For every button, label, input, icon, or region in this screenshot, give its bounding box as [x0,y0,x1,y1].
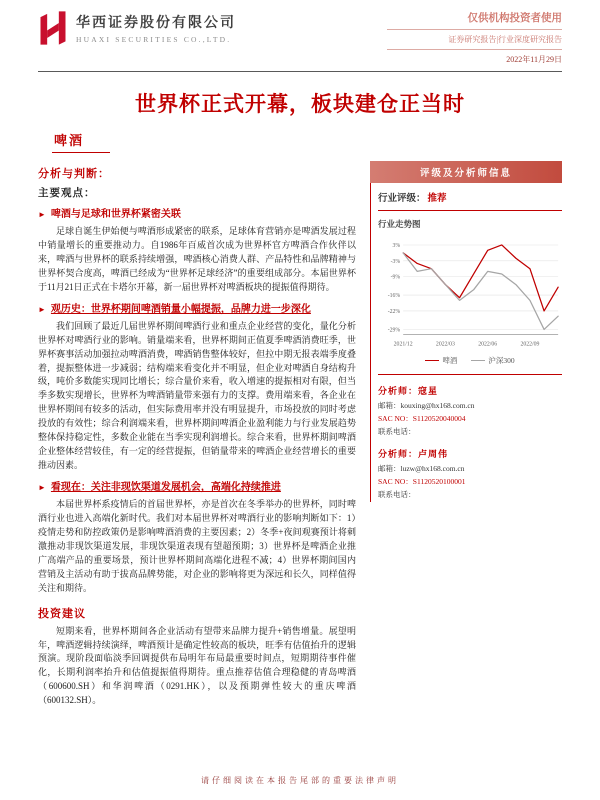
company-name-en: HUAXI SECURITIES CO.,LTD. [76,35,232,44]
company-name-cn: 华西证券股份有限公司 [76,16,236,31]
analyst-block-2 [378,447,562,501]
legend-beer-label: 啤酒 [442,356,458,365]
rating-label: 行业评级： [378,194,426,204]
bullet-heading: 观历史：世界杯期间啤酒销量小幅提振，品牌力进一步深化 [50,303,311,315]
analyst-name: 寇星 [418,386,439,396]
investment-label: 投资建议 [38,607,86,620]
analyst-sac: SAC NO：S1120520100001 [378,477,466,486]
report-footer [0,775,600,786]
bullet-heading: 啤酒与足球和世界杯紧密关联 [50,209,181,220]
analyst-phone: 联系电话： [378,426,416,436]
svg-text:2021/12: 2021/12 [393,341,413,348]
svg-text:-3%: -3% [390,258,401,265]
brand [38,10,236,46]
audience-note: 仅供机构投资者使用 [387,10,562,30]
bullet-section-now [38,481,356,596]
chart-legend [378,355,562,375]
report-type: 证券研究报告|行业深度研究报告 [387,30,562,50]
sidebar [370,161,562,712]
analyst-block-1 [378,384,562,438]
sidebar-title: 评级及分析师信息 [370,161,562,183]
keypoints-label: 主要观点： [38,188,96,199]
bullet-arrow-icon: ► [38,483,46,492]
analyst-name-row [378,447,562,460]
trend-chart-block [378,218,562,375]
bullet-paragraph: 足球自诞生伊始便与啤酒形成紧密的联系，足球体育营销亦是啤酒发展过程中销量增长的重要推动力。自1986年百威首次成为世界杯官方啤酒合作伙伴以来，啤酒与世界杯的联系持续增强，啤酒核心消费人群、产品特性和品牌精神与世界杯契合度高，啤酒已经成为“世界杯足球经济”的重要组成部分。本届世界杯于11月21日正式在卡塔尔开幕，新一届世界杯对啤酒板块的提振值得期待。 [38,226,356,292]
svg-text:-22%: -22% [387,308,401,315]
bullet-paragraph: 本届世界杯系疫情后的首届世界杯，亦是首次在冬季举办的世界杯，同时啤酒行业也进入高端化新时代。我们对本届世界杯对啤酒行业的影响判断如下：1）疫情走势和防控政策仍是影响啤酒消费的主要因素；2）冬季+夜间观赛预计将刺激推动非现饮渠道发展，非现饮渠道表现有望超预期；3）世界杯是啤酒企业推广高端产品的重要场景，预计世界杯期间高端化进程不减；4）世界杯期间国内营销及主活动有助于拔高品牌势能，对企业的影响将更为深远和长久，同样值得关注和期待。 [38,499,356,593]
analyst-label: 分析师： [378,449,419,460]
svg-text:2022/06: 2022/06 [478,341,498,348]
svg-text:-29%: -29% [387,327,401,334]
huaxi-logo-icon [38,10,68,46]
legend-item-hs300 [471,355,514,366]
sidebar-content [370,183,562,502]
chart-title: 行业走势图 [378,219,421,229]
bullet-section-football [38,208,356,295]
rating-value: 推荐 [427,194,447,204]
report-body [38,161,356,712]
analyst-name-row [378,384,562,397]
report-header [0,0,600,65]
bullet-heading: 看现在：关注非现饮渠道发展机会，高端化持续推进 [50,482,281,493]
bullet-heading-row [38,208,356,222]
analyst-label: 分析师： [378,386,419,396]
bullet-heading-row [38,303,356,317]
analyst-email: 邮箱：kouxing@hx168.com.cn [378,401,475,410]
bullet-arrow-icon: ► [38,210,46,219]
bullet-paragraph: 我们回顾了最近几届世界杯期间啤酒行业和重点企业经营的变化，量化分析世界杯对啤酒行业的影响。销量端来看，世界杯期间正值夏季啤酒消费旺季，世界杯赛事活动加强拉动啤酒消费，啤酒销售整体较好，但拉中期无报表端季度叠着，提振整体进一步减弱；结构端来看变化并不明显，但企业对啤酒自身结构升级，吨价多数能实现同比增长；综合量价来看，收入增速的提振相对有限，但当季多数实现增长，世界杯为啤酒销量带来强有力的支撑。费用端来看，各企业在世界杯期间有较多的活动，但实际费用率并没有明显提升，市场投放的同时考虑投放的有效性；综合利润端来看，世界杯期间啤酒企业盈利能力与行业发展趋势整体保持稳定性，多数企业能在当季实现利润增长。综合来看，世界杯期间啤酒企业整体经营较佳，有一定的经营提振，但销量带来的啤酒企业经营增长的重要推动因素。 [38,320,356,471]
legend-beer-swatch [425,360,439,361]
header-meta [387,10,562,65]
report-title: 世界杯正式开幕，板块建仓正当时 [135,92,465,116]
brand-text [76,12,236,44]
report-date: 2022年11月29日 [506,55,562,64]
bullet-section-history [38,303,356,473]
analyst-sac: SAC NO：S1120520040004 [378,413,466,423]
svg-text:2022/03: 2022/03 [435,341,455,348]
industry-trend-chart [378,232,562,354]
header-divider [38,71,562,72]
analyst-name: 卢周伟 [418,449,449,460]
analyst-phone: 联系电话： [378,489,416,499]
svg-text:3%: 3% [392,242,401,249]
bullet-arrow-icon: ► [38,304,46,314]
legend-hs300-swatch [471,360,485,361]
industry-tag: 啤酒 [52,130,110,153]
disclaimer: 请仔细阅读在本报告尾部的重要法律声明 [201,776,399,785]
analyst-email: 邮箱：luzw@hx168.com.cn [378,464,465,474]
bullet-heading-row [38,481,356,495]
svg-text:2022/09: 2022/09 [520,341,540,348]
industry-rating-row [378,183,562,211]
investment-paragraph: 短期来看，世界杯期间各企业活动有望带来品牌力提升+销售增量。展望明年，啤酒逻辑持续演绎，啤酒预计是确定性较高的板块，旺季有估值抬升的逻辑预演。现阶段面临淡季回调提供布局明年布局最重要时间点，短期期待事件催化，长期利润率抬升和估值提振值得期待。重点推荐估值合理稳健的青岛啤酒（600600.SH）和华润啤酒（0291.HK），以及预期弹性较大的重庆啤酒（600132.SH）。 [38,625,356,706]
legend-item-beer [425,355,457,366]
svg-text:-16%: -16% [387,293,401,300]
content-columns [0,153,600,712]
legend-hs300-label: 沪深300 [488,356,515,365]
analysis-label: 分析与判断： [38,168,110,180]
svg-text:-9%: -9% [390,274,401,281]
